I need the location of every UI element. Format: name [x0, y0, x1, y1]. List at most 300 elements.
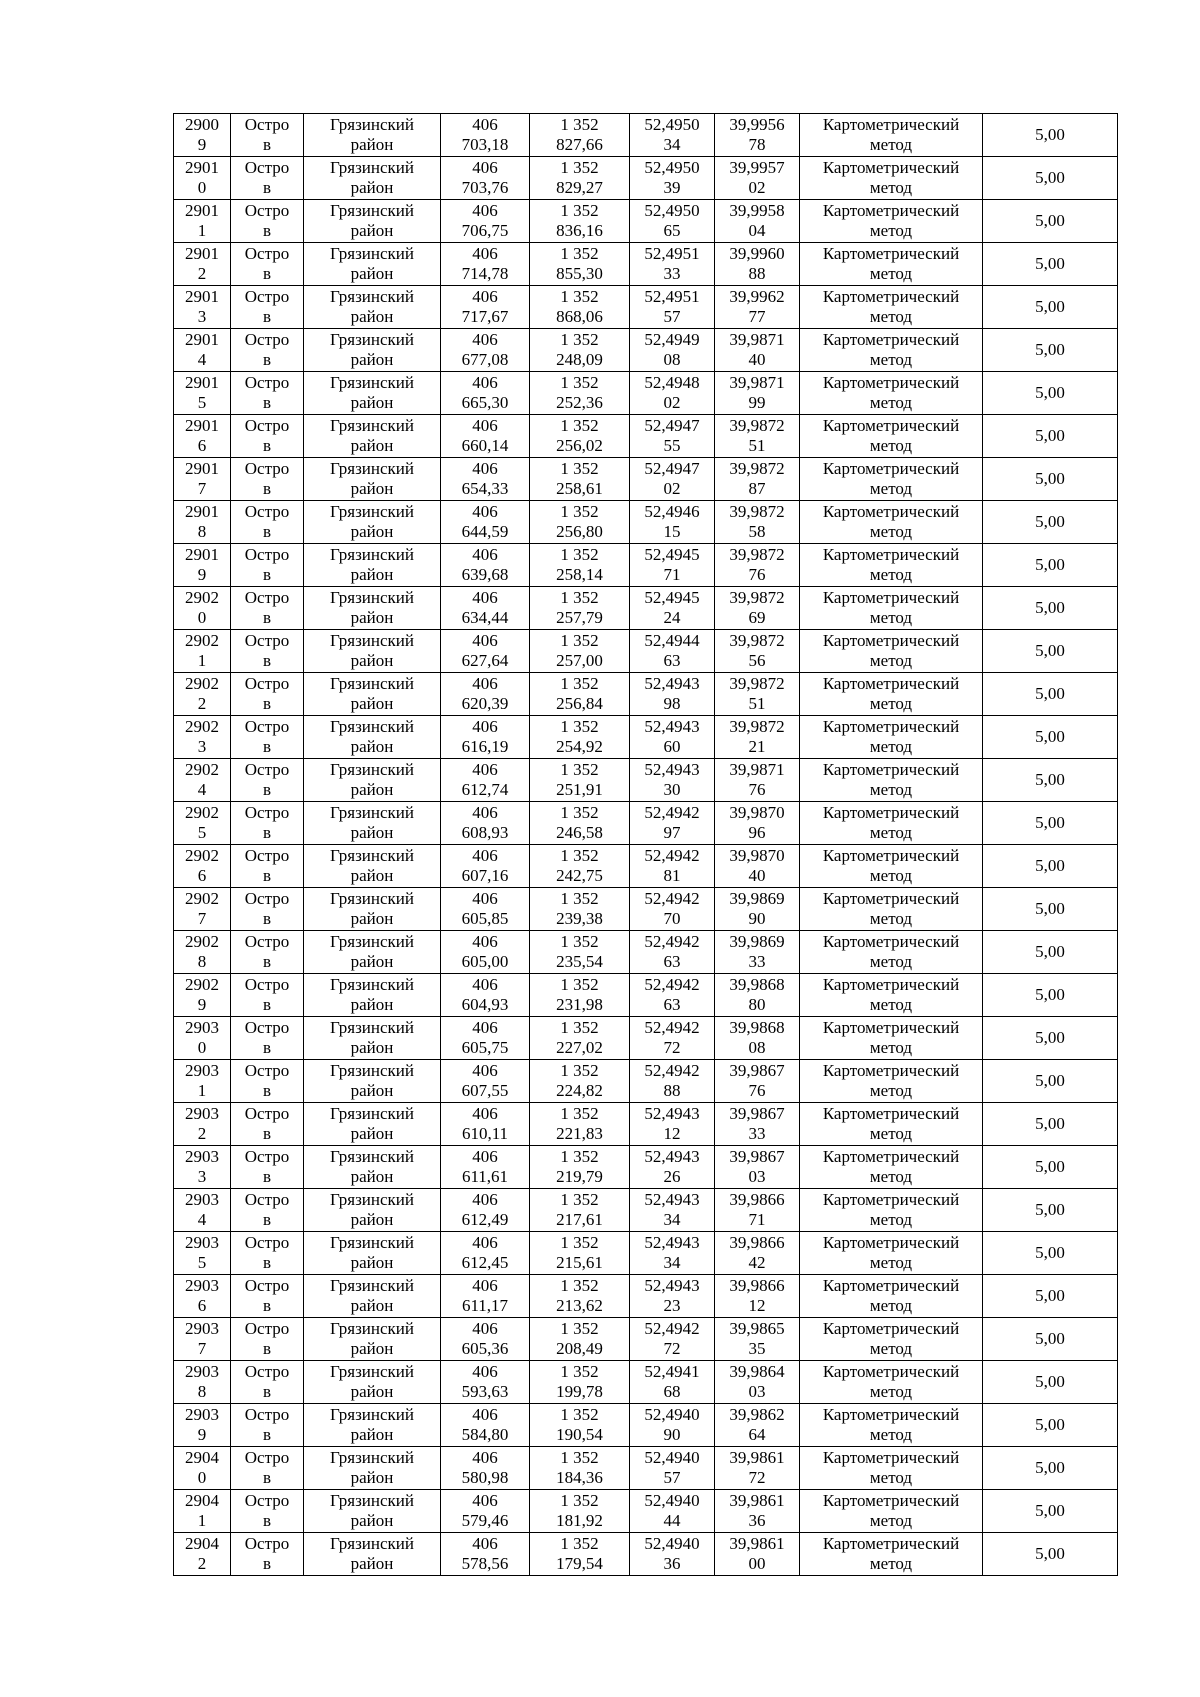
longitude-cell-line: 51: [748, 436, 766, 455]
latitude-cell-line: 30: [663, 780, 681, 799]
point-number-cell-line: 6: [197, 866, 207, 885]
object-type-cell-line: в: [262, 608, 272, 627]
object-type-cell: [231, 759, 304, 802]
method-cell-line: Картометрический: [822, 1276, 960, 1295]
district-cell-line: Грязинский: [330, 631, 414, 650]
district-cell-line: район: [350, 1382, 394, 1401]
object-type-cell-line: в: [262, 694, 272, 713]
method-cell: [800, 544, 983, 587]
coord-x-cell-line: 584,80: [461, 1425, 509, 1444]
coord-x-cell-line: 406: [472, 244, 498, 263]
object-type-cell: [231, 501, 304, 544]
latitude-cell-line: 34: [663, 135, 681, 154]
longitude-cell-line: 99: [748, 393, 766, 412]
district-cell: [304, 630, 441, 673]
point-number-cell-line: 7: [197, 909, 207, 928]
longitude-cell: [715, 157, 800, 200]
longitude-cell: [715, 1275, 800, 1318]
coord-y-cell-line: 1 352: [560, 1448, 599, 1467]
point-number-cell-line: 8: [197, 1382, 207, 1401]
point-number-cell-line: 4: [197, 350, 207, 369]
district-cell-line: Грязинский: [330, 975, 414, 994]
district-cell: [304, 1404, 441, 1447]
point-number-cell-line: 9: [197, 135, 207, 154]
longitude-cell-line: 39,9866: [729, 1276, 785, 1295]
point-number-cell-line: 4: [197, 780, 207, 799]
coord-x-cell-line: 611,61: [461, 1167, 509, 1186]
point-number-cell-line: 5: [197, 393, 207, 412]
district-cell: [304, 931, 441, 974]
coord-x-cell: [441, 1275, 530, 1318]
object-type-cell-line: в: [262, 909, 272, 928]
point-number-cell-line: 2903: [185, 1104, 219, 1123]
point-number-cell-line: 9: [197, 995, 207, 1014]
district-cell-line: Грязинский: [330, 545, 414, 564]
longitude-cell-line: 03: [748, 1167, 766, 1186]
point-number-cell: [174, 1232, 231, 1275]
coord-x-cell: [441, 759, 530, 802]
point-number-cell-line: 2903: [185, 1018, 219, 1037]
longitude-cell-line: 39,9872: [729, 502, 785, 521]
district-cell-line: район: [350, 221, 394, 240]
table-row: [174, 1318, 1118, 1361]
object-type-cell: [231, 1447, 304, 1490]
point-number-cell: [174, 1447, 231, 1490]
accuracy-cell: 5,00: [983, 286, 1118, 329]
point-number-cell: [174, 200, 231, 243]
coord-x-cell-line: 703,76: [461, 178, 509, 197]
method-cell-line: метод: [869, 780, 913, 799]
method-cell-line: метод: [869, 1425, 913, 1444]
coord-y-cell-line: 1 352: [560, 545, 599, 564]
method-cell-line: Картометрический: [822, 1319, 960, 1338]
method-cell: [800, 759, 983, 802]
latitude-cell-line: 12: [663, 1124, 681, 1143]
method-cell-line: Картометрический: [822, 244, 960, 263]
longitude-cell: [715, 974, 800, 1017]
method-cell-line: метод: [869, 221, 913, 240]
district-cell-line: район: [350, 780, 394, 799]
object-type-cell: [231, 157, 304, 200]
object-type-cell: [231, 931, 304, 974]
coord-x-cell: [441, 802, 530, 845]
accuracy-cell: 5,00: [983, 157, 1118, 200]
coord-x-cell: [441, 501, 530, 544]
latitude-cell: [630, 716, 715, 759]
coord-x-cell-line: 406: [472, 459, 498, 478]
district-cell-line: район: [350, 307, 394, 326]
object-type-cell-line: в: [262, 1511, 272, 1530]
table-row: [174, 716, 1118, 759]
longitude-cell-line: 39,9868: [729, 1018, 785, 1037]
object-type-cell: [231, 974, 304, 1017]
point-number-cell-line: 2902: [185, 717, 219, 736]
object-type-cell: [231, 1318, 304, 1361]
point-number-cell-line: 2901: [185, 158, 219, 177]
point-number-cell-line: 3: [197, 1167, 207, 1186]
district-cell-line: район: [350, 995, 394, 1014]
method-cell-line: Картометрический: [822, 803, 960, 822]
method-cell: [800, 114, 983, 157]
latitude-cell: [630, 1017, 715, 1060]
longitude-cell-line: 39,9871: [729, 330, 785, 349]
latitude-cell: [630, 1447, 715, 1490]
district-cell-line: Грязинский: [330, 846, 414, 865]
district-cell: [304, 1103, 441, 1146]
longitude-cell-line: 03: [748, 1382, 766, 1401]
point-number-cell-line: 2904: [185, 1491, 219, 1510]
object-type-cell-line: Остро: [244, 1147, 290, 1166]
method-cell: [800, 673, 983, 716]
coord-y-cell-line: 1 352: [560, 1276, 599, 1295]
method-cell: [800, 157, 983, 200]
latitude-cell-line: 52,4942: [644, 846, 700, 865]
latitude-cell: [630, 1318, 715, 1361]
longitude-cell: [715, 1189, 800, 1232]
object-type-cell-line: Остро: [244, 889, 290, 908]
latitude-cell-line: 44: [663, 1511, 681, 1530]
coord-y-cell: [530, 501, 630, 544]
object-type-cell-line: Остро: [244, 760, 290, 779]
accuracy-cell: 5,00: [983, 1318, 1118, 1361]
method-cell-line: Картометрический: [822, 1061, 960, 1080]
longitude-cell-line: 42: [748, 1253, 766, 1272]
point-number-cell-line: 4: [197, 1210, 207, 1229]
district-cell-line: район: [350, 1511, 394, 1530]
method-cell-line: метод: [869, 1081, 913, 1100]
district-cell: [304, 587, 441, 630]
longitude-cell: [715, 372, 800, 415]
point-number-cell-line: 2900: [185, 115, 219, 134]
longitude-cell: [715, 845, 800, 888]
coord-x-cell: [441, 1017, 530, 1060]
coord-y-cell-line: 1 352: [560, 115, 599, 134]
latitude-cell: [630, 1533, 715, 1576]
coord-x-cell-line: 406: [472, 330, 498, 349]
district-cell: [304, 802, 441, 845]
latitude-cell-line: 34: [663, 1253, 681, 1272]
coord-y-cell-line: 1 352: [560, 1362, 599, 1381]
coord-x-cell: [441, 1490, 530, 1533]
district-cell-line: Грязинский: [330, 330, 414, 349]
latitude-cell-line: 23: [663, 1296, 681, 1315]
district-cell-line: Грязинский: [330, 1190, 414, 1209]
latitude-cell: [630, 329, 715, 372]
district-cell-line: Грязинский: [330, 1405, 414, 1424]
district-cell: [304, 759, 441, 802]
longitude-cell: [715, 716, 800, 759]
coord-y-cell: [530, 415, 630, 458]
coord-y-cell-line: 219,79: [556, 1167, 603, 1186]
district-cell-line: район: [350, 866, 394, 885]
longitude-cell: [715, 1318, 800, 1361]
latitude-cell: [630, 974, 715, 1017]
district-cell-line: Грязинский: [330, 1362, 414, 1381]
latitude-cell: [630, 1103, 715, 1146]
latitude-cell-line: 72: [663, 1339, 681, 1358]
point-number-cell: [174, 974, 231, 1017]
point-number-cell: [174, 286, 231, 329]
object-type-cell: [231, 286, 304, 329]
district-cell-line: район: [350, 1296, 394, 1315]
accuracy-cell: 5,00: [983, 1146, 1118, 1189]
object-type-cell: [231, 329, 304, 372]
coord-y-cell-line: 868,06: [556, 307, 603, 326]
coord-y-cell-line: 221,83: [556, 1124, 603, 1143]
longitude-cell-line: 39,9866: [729, 1190, 785, 1209]
method-cell-line: Картометрический: [822, 760, 960, 779]
district-cell-line: район: [350, 436, 394, 455]
district-cell: [304, 974, 441, 1017]
district-cell-line: район: [350, 1339, 394, 1358]
table-row: [174, 415, 1118, 458]
longitude-cell-line: 39,9958: [729, 201, 785, 220]
method-cell-line: метод: [869, 952, 913, 971]
table-row: [174, 1103, 1118, 1146]
longitude-cell-line: 87: [748, 479, 766, 498]
point-number-cell-line: 8: [197, 952, 207, 971]
object-type-cell: [231, 243, 304, 286]
point-number-cell-line: 2903: [185, 1190, 219, 1209]
accuracy-cell: 5,00: [983, 501, 1118, 544]
accuracy-cell: 5,00: [983, 1017, 1118, 1060]
longitude-cell-line: 39,9868: [729, 975, 785, 994]
method-cell-line: Картометрический: [822, 1233, 960, 1252]
coord-y-cell-line: 254,92: [556, 737, 603, 756]
point-number-cell: [174, 372, 231, 415]
coord-y-cell: [530, 458, 630, 501]
coord-x-cell: [441, 1189, 530, 1232]
method-cell-line: метод: [869, 1511, 913, 1530]
accuracy-cell: 5,00: [983, 931, 1118, 974]
district-cell: [304, 372, 441, 415]
district-cell-line: Грязинский: [330, 502, 414, 521]
longitude-cell: [715, 1146, 800, 1189]
method-cell: [800, 200, 983, 243]
object-type-cell-line: Остро: [244, 846, 290, 865]
district-cell: [304, 1361, 441, 1404]
coord-x-cell-line: 406: [472, 158, 498, 177]
method-cell: [800, 1103, 983, 1146]
longitude-cell-line: 39,9957: [729, 158, 785, 177]
coord-x-cell-line: 406: [472, 588, 498, 607]
coord-x-cell-line: 406: [472, 932, 498, 951]
object-type-cell-line: Остро: [244, 631, 290, 650]
object-type-cell: [231, 1017, 304, 1060]
object-type-cell: [231, 544, 304, 587]
object-type-cell-line: Остро: [244, 975, 290, 994]
longitude-cell: [715, 802, 800, 845]
latitude-cell-line: 02: [663, 393, 681, 412]
district-cell-line: Грязинский: [330, 115, 414, 134]
longitude-cell-line: 39,9862: [729, 1405, 785, 1424]
latitude-cell-line: 52,4949: [644, 330, 700, 349]
object-type-cell-line: в: [262, 1339, 272, 1358]
accuracy-cell: 5,00: [983, 1490, 1118, 1533]
district-cell: [304, 286, 441, 329]
coord-x-cell: [441, 673, 530, 716]
method-cell: [800, 587, 983, 630]
coord-x-cell: [441, 716, 530, 759]
longitude-cell-line: 02: [748, 178, 766, 197]
district-cell-line: район: [350, 522, 394, 541]
table-row: [174, 1060, 1118, 1103]
latitude-cell-line: 52,4940: [644, 1405, 700, 1424]
point-number-cell: [174, 329, 231, 372]
object-type-cell-line: Остро: [244, 416, 290, 435]
table-row: [174, 157, 1118, 200]
method-cell: [800, 1533, 983, 1576]
point-number-cell: [174, 888, 231, 931]
coord-x-cell-line: 627,64: [461, 651, 509, 670]
object-type-cell: [231, 845, 304, 888]
district-cell: [304, 1232, 441, 1275]
point-number-cell: [174, 673, 231, 716]
coord-x-cell: [441, 931, 530, 974]
longitude-cell-line: 39,9867: [729, 1104, 785, 1123]
object-type-cell: [231, 1232, 304, 1275]
latitude-cell-line: 52,4944: [644, 631, 700, 650]
latitude-cell: [630, 1361, 715, 1404]
latitude-cell: [630, 372, 715, 415]
method-cell-line: метод: [869, 264, 913, 283]
coord-x-cell-line: 406: [472, 674, 498, 693]
method-cell-line: метод: [869, 823, 913, 842]
coord-y-cell-line: 1 352: [560, 717, 599, 736]
longitude-cell-line: 69: [748, 608, 766, 627]
method-cell-line: метод: [869, 350, 913, 369]
district-cell-line: район: [350, 737, 394, 756]
object-type-cell-line: Остро: [244, 1061, 290, 1080]
object-type-cell-line: Остро: [244, 115, 290, 134]
coord-x-cell: [441, 845, 530, 888]
longitude-cell-line: 39,9871: [729, 760, 785, 779]
method-cell-line: метод: [869, 393, 913, 412]
point-number-cell-line: 3: [197, 737, 207, 756]
district-cell-line: Грязинский: [330, 1534, 414, 1553]
coord-x-cell-line: 406: [472, 1319, 498, 1338]
coord-y-cell: [530, 1490, 630, 1533]
coord-x-cell-line: 611,17: [461, 1296, 509, 1315]
longitude-cell-line: 39,9861: [729, 1491, 785, 1510]
method-cell: [800, 1447, 983, 1490]
longitude-cell: [715, 200, 800, 243]
object-type-cell-line: в: [262, 178, 272, 197]
point-number-cell-line: 2902: [185, 889, 219, 908]
table-row: [174, 1404, 1118, 1447]
district-cell-line: район: [350, 264, 394, 283]
point-number-cell-line: 2903: [185, 1061, 219, 1080]
coord-y-cell-line: 181,92: [556, 1511, 603, 1530]
latitude-cell-line: 52,4950: [644, 201, 700, 220]
district-cell-line: район: [350, 135, 394, 154]
object-type-cell-line: Остро: [244, 287, 290, 306]
table-row: [174, 1017, 1118, 1060]
object-type-cell-line: Остро: [244, 1190, 290, 1209]
coord-y-cell-line: 179,54: [556, 1554, 603, 1573]
coord-x-cell: [441, 372, 530, 415]
object-type-cell-line: Остро: [244, 932, 290, 951]
table-row: [174, 458, 1118, 501]
object-type-cell: [231, 1533, 304, 1576]
coord-x-cell-line: 406: [472, 287, 498, 306]
district-cell: [304, 329, 441, 372]
coord-y-cell: [530, 1103, 630, 1146]
longitude-cell-line: 72: [748, 1468, 766, 1487]
coord-y-cell-line: 1 352: [560, 244, 599, 263]
object-type-cell-line: в: [262, 479, 272, 498]
coord-y-cell-line: 1 352: [560, 1534, 599, 1553]
longitude-cell-line: 39,9871: [729, 373, 785, 392]
point-number-cell: [174, 1146, 231, 1189]
point-number-cell: [174, 716, 231, 759]
accuracy-cell: 5,00: [983, 415, 1118, 458]
latitude-cell-line: 55: [663, 436, 681, 455]
coord-y-cell-line: 1 352: [560, 287, 599, 306]
longitude-cell-line: 39,9869: [729, 932, 785, 951]
method-cell-line: метод: [869, 135, 913, 154]
district-cell-line: район: [350, 909, 394, 928]
method-cell: [800, 286, 983, 329]
object-type-cell: [231, 888, 304, 931]
latitude-cell: [630, 630, 715, 673]
object-type-cell-line: в: [262, 1554, 272, 1573]
method-cell-line: Картометрический: [822, 1147, 960, 1166]
longitude-cell: [715, 1103, 800, 1146]
coord-y-cell: [530, 1189, 630, 1232]
coord-x-cell-line: 639,68: [461, 565, 509, 584]
district-cell: [304, 1146, 441, 1189]
latitude-cell: [630, 931, 715, 974]
object-type-cell: [231, 1103, 304, 1146]
coord-x-cell-line: 406: [472, 1104, 498, 1123]
method-cell-line: метод: [869, 1296, 913, 1315]
latitude-cell-line: 52,4942: [644, 889, 700, 908]
district-cell: [304, 458, 441, 501]
object-type-cell-line: в: [262, 350, 272, 369]
point-number-cell-line: 3: [197, 307, 207, 326]
coord-x-cell: [441, 544, 530, 587]
district-cell: [304, 544, 441, 587]
coord-x-cell-line: 605,85: [461, 909, 509, 928]
longitude-cell-line: 39,9870: [729, 803, 785, 822]
object-type-cell-line: Остро: [244, 459, 290, 478]
district-cell: [304, 1060, 441, 1103]
object-type-cell-line: в: [262, 1382, 272, 1401]
object-type-cell-line: в: [262, 1253, 272, 1272]
point-number-cell-line: 2903: [185, 1147, 219, 1166]
point-number-cell: [174, 157, 231, 200]
longitude-cell-line: 80: [748, 995, 766, 1014]
object-type-cell-line: Остро: [244, 1018, 290, 1037]
longitude-cell-line: 39,9962: [729, 287, 785, 306]
district-cell-line: Грязинский: [330, 416, 414, 435]
longitude-cell-line: 90: [748, 909, 766, 928]
coord-x-cell-line: 612,45: [461, 1253, 509, 1272]
latitude-cell-line: 52,4942: [644, 1061, 700, 1080]
point-number-cell-line: 2: [197, 694, 207, 713]
district-cell-line: район: [350, 651, 394, 670]
coord-y-cell-line: 1 352: [560, 330, 599, 349]
district-cell-line: Грязинский: [330, 932, 414, 951]
point-number-cell-line: 6: [197, 1296, 207, 1315]
district-cell: [304, 673, 441, 716]
method-cell-line: Картометрический: [822, 1104, 960, 1123]
object-type-cell-line: Остро: [244, 1405, 290, 1424]
method-cell: [800, 845, 983, 888]
table-row: [174, 802, 1118, 845]
coord-x-cell-line: 406: [472, 545, 498, 564]
